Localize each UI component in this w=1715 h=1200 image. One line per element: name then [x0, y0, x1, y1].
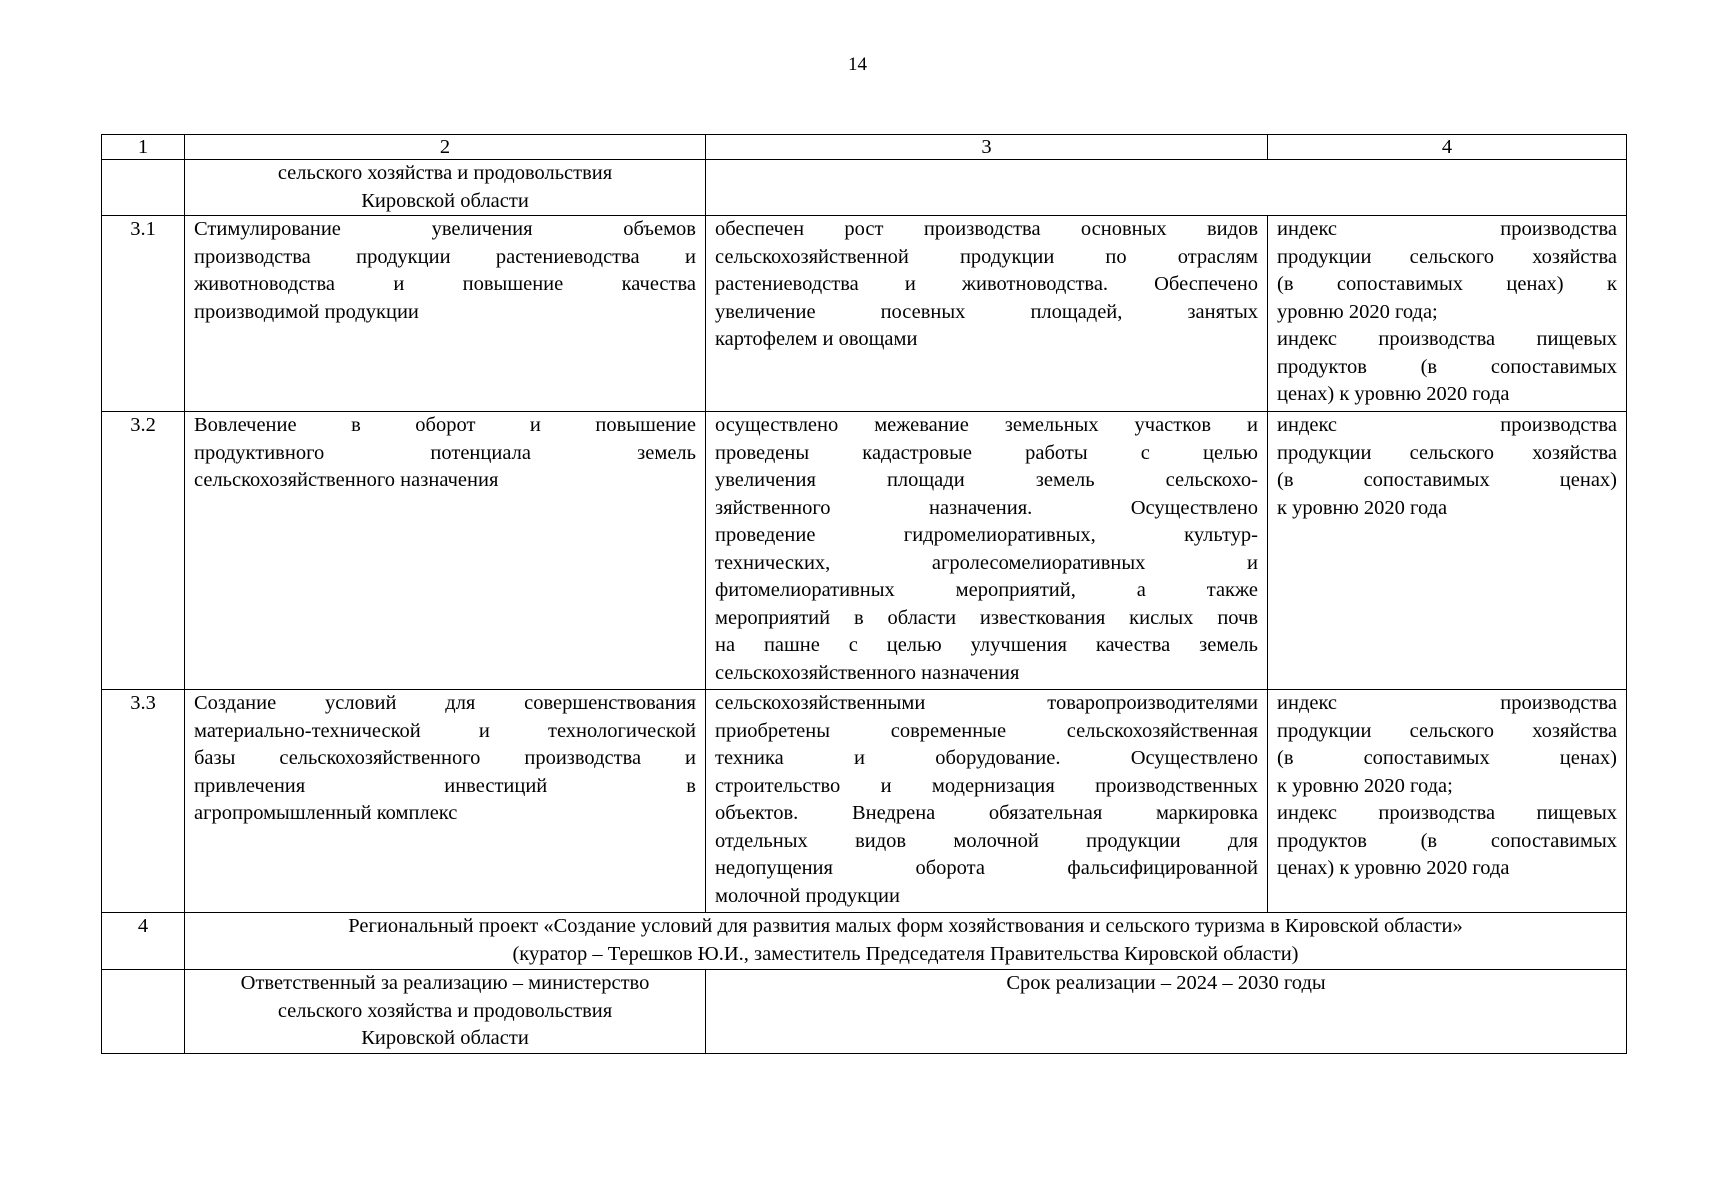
implementation-term-cell	[706, 970, 1627, 1054]
indicator-cell	[1268, 216, 1627, 412]
text-line: продукции сельского хозяйства	[1277, 245, 1617, 268]
header-cell-2: 2	[185, 135, 706, 160]
row-number: 4	[102, 913, 185, 970]
result-cell	[706, 690, 1268, 913]
text-line: мероприятий в области известкования кислых почв	[715, 606, 1258, 629]
indicator-cell	[1268, 412, 1627, 690]
regional-project-title-cell	[185, 913, 1627, 970]
text-line: базы сельскохозяйственного производства и	[194, 747, 696, 769]
result-cell	[706, 412, 1268, 690]
row-number: 3.3	[102, 690, 185, 913]
text-line: техника и оборудование. Осуществлено	[715, 747, 1258, 769]
text-line: индекс производства пищевых	[1277, 328, 1617, 350]
text-line: продуктивного потенциала земель	[194, 441, 696, 464]
text-line: отдельных видов молочной продукции для	[715, 829, 1258, 852]
text-line: объектов. Внедрена обязательная маркировка	[715, 802, 1258, 824]
text-line: осуществлено межевание земельных участков и	[715, 414, 1258, 436]
text-line: строительство и модернизация производственных	[715, 774, 1258, 797]
text-line: индекс производства	[1277, 414, 1617, 436]
table-row-3-3	[102, 690, 1627, 913]
header-cell-1: 1	[102, 135, 185, 160]
page-number: 14	[848, 54, 867, 75]
text-line: приобретены современные сельскохозяйственная	[715, 719, 1258, 742]
text-line: индекс производства пищевых	[1277, 802, 1617, 824]
text-line: сельского хозяйства и продовольствия	[277, 162, 613, 184]
text-line: сельскохозяйственного назначения	[194, 469, 499, 491]
text-line: увеличения площади земель сельскохо-	[715, 469, 1258, 491]
text-line: производимой продукции	[194, 300, 419, 323]
text-line: Стимулирование увеличения объемов	[194, 218, 696, 240]
text-line: продуктов (в сопоставимых	[1277, 355, 1617, 378]
text-line: материально-технической и технологической	[194, 719, 696, 742]
text-line: технических, агролесомелиоративных и	[715, 551, 1258, 574]
indicator-cell	[1268, 690, 1627, 913]
text-line: (в сопоставимых ценах)	[1277, 747, 1617, 769]
responsible-continuation-cell	[185, 160, 706, 216]
text-line: Срок реализации – 2024 – 2030 годы	[1006, 972, 1326, 994]
table-row-3-1	[102, 216, 1627, 412]
row-number: 3.2	[102, 412, 185, 690]
text-line: к уровню 2020 года	[1277, 496, 1448, 519]
header-cell-3: 3	[706, 135, 1268, 160]
text-line: сельского хозяйства и продовольствия	[277, 999, 613, 1022]
responsible-cell	[185, 970, 706, 1054]
text-line: продуктов (в сопоставимых	[1277, 829, 1617, 852]
text-line: Региональный проект «Создание условий для развития малых форм хозяйствования и сельского туризма в Кировской области»	[348, 915, 1463, 937]
task-cell	[185, 412, 706, 690]
text-line: увеличение посевных площадей, занятых	[715, 300, 1258, 323]
text-line: животноводства и повышение качества	[194, 273, 696, 295]
empty-cell	[706, 160, 1627, 216]
table-row-4	[102, 913, 1627, 970]
text-line: к уровню 2020 года;	[1277, 774, 1453, 797]
text-line: сельскохозяйственной продукции по отраслям	[715, 245, 1258, 268]
text-line: обеспечен рост производства основных видов	[715, 218, 1258, 240]
text-line: (в сопоставимых ценах)	[1277, 469, 1617, 491]
table-header-row	[102, 135, 1627, 160]
empty-cell	[102, 970, 185, 1054]
text-line: Вовлечение в оборот и повышение	[194, 414, 696, 436]
header-cell-4: 4	[1268, 135, 1627, 160]
table-row-3-2	[102, 412, 1627, 690]
text-line: проведение гидромелиоративных, культур-	[715, 524, 1258, 546]
result-cell	[706, 216, 1268, 412]
text-line: индекс производства	[1277, 218, 1617, 240]
text-line: (куратор – Терешков Ю.И., заместитель Председателя Правительства Кировской области)	[512, 942, 1299, 965]
text-line: агропромышленный комплекс	[194, 802, 458, 824]
text-line: (в сопоставимых ценах) к	[1277, 273, 1617, 295]
text-line: производства продукции растениеводства и	[194, 245, 696, 268]
table-row-4-responsible	[102, 970, 1627, 1054]
text-line: сельскохозяйственными товаропроизводителями	[715, 692, 1258, 714]
text-line: фитомелиоративных мероприятий, а также	[715, 579, 1258, 601]
text-line: Создание условий для совершенствования	[194, 692, 696, 714]
program-table	[101, 134, 1627, 1054]
text-line: проведены кадастровые работы с целью	[715, 441, 1258, 464]
task-cell	[185, 690, 706, 913]
text-line: растениеводства и животноводства. Обеспечено	[715, 273, 1258, 295]
text-line: продукции сельского хозяйства	[1277, 719, 1617, 742]
text-line: индекс производства	[1277, 692, 1617, 714]
text-line: Кировской области	[361, 1027, 529, 1049]
text-line: ценах) к уровню 2020 года	[1277, 857, 1510, 879]
text-line: ценах) к уровню 2020 года	[1277, 383, 1510, 405]
text-line: Ответственный за реализацию – министерство	[240, 972, 650, 994]
task-cell	[185, 216, 706, 412]
text-line: продукции сельского хозяйства	[1277, 441, 1617, 464]
text-line: зяйственного назначения. Осуществлено	[715, 496, 1258, 519]
text-line: молочной продукции	[715, 884, 900, 907]
text-line: уровню 2020 года;	[1277, 300, 1438, 323]
text-line: недопущения оборота фальсифицированной	[715, 857, 1258, 879]
row-number: 3.1	[102, 216, 185, 412]
text-line: картофелем и овощами	[715, 328, 918, 350]
table-row-continuation	[102, 160, 1627, 216]
empty-cell	[102, 160, 185, 216]
text-line: привлечения инвестиций в	[194, 774, 696, 797]
text-line: на пашне с целью улучшения качества земель	[715, 634, 1258, 656]
text-line: сельскохозяйственного назначения	[715, 661, 1020, 684]
text-line: Кировской области	[361, 189, 529, 212]
